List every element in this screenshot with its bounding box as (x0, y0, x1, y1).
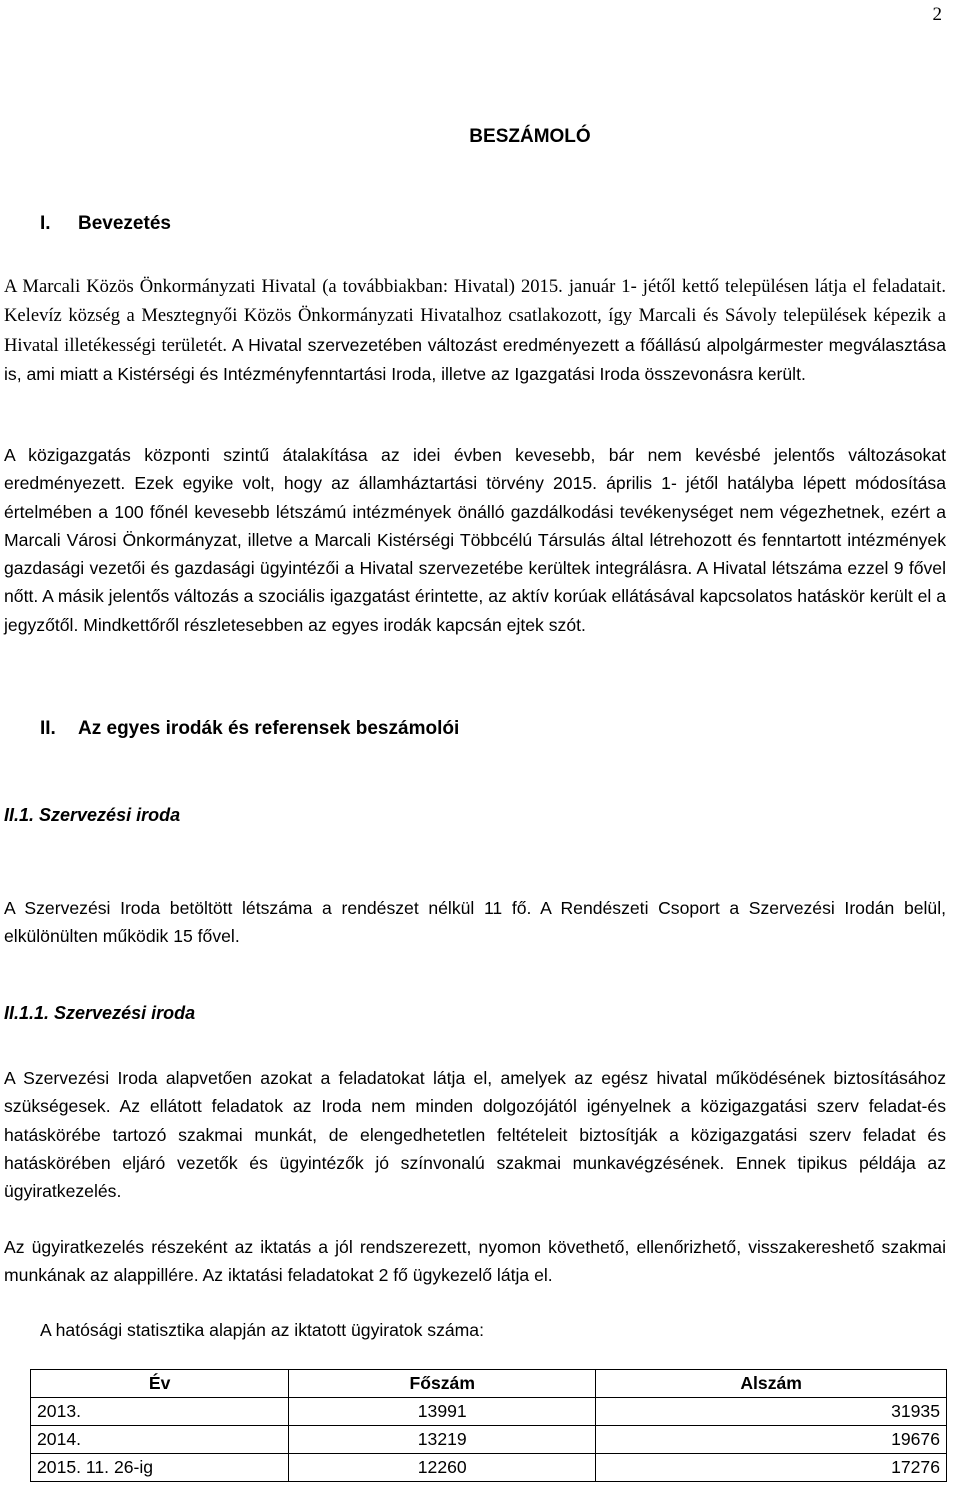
header-sub-number: Alszám (596, 1370, 947, 1398)
document-title: BESZÁMOLÓ (469, 126, 591, 147)
introduction-paragraph-1 (4, 272, 946, 388)
cell-main-number: 12260 (289, 1454, 596, 1482)
cell-sub-number: 19676 (596, 1426, 947, 1454)
header-main-number: Főszám (289, 1370, 596, 1398)
table-row (31, 1398, 947, 1426)
cell-year: 2014. (31, 1426, 289, 1454)
cell-main-number: 13991 (289, 1398, 596, 1426)
section-number: I. (40, 213, 51, 234)
subsubsection-heading-organization-office: II.1.1. Szervezési iroda (4, 1003, 196, 1023)
filing-paragraph: Az ügyiratkezelés részeként az iktatás a jól rendszerezett, nyomon követhető, ellenőrizhető, visszakereshető szakmai munkának az alappillére. Az iktatási feladatokat 2 fő ügykezelő látja el. (4, 1237, 946, 1286)
intro-sans-text: A Hivatal szervezetében változást eredményezett a főállású alpolgármester megválasztása is, ami miatt a Kistérségi és Intézményfenntartási Iroda, illetve az Igazgatási Iroda összevonásra került. (4, 334, 946, 384)
cell-year: 2015. 11. 26-ig (31, 1454, 289, 1482)
section-title: Az egyes irodák és referensek beszámolói (78, 718, 460, 739)
subsection-heading-organization-office: II.1. Szervezési iroda (4, 805, 181, 825)
section-heading-introduction (40, 213, 171, 235)
page-number: 2 (932, 4, 942, 25)
table-header-row (31, 1370, 947, 1398)
cell-sub-number: 31935 (596, 1398, 947, 1426)
header-year: Év (31, 1370, 289, 1398)
cell-year: 2013. (31, 1398, 289, 1426)
intro-serif-text: A Marcali Közös Önkormányzati Hivatal (a továbbiakban: Hivatal) 2015. január 1- jétől kettő településen látja el feladatait. Kelevíz község a Mesztegnyői Közös Önkormányzati Hivatalhoz csatlakozott, így Marcali és Sávoly települések képezik a Hivatal illetékességi területét. (4, 276, 946, 356)
section-number: II. (40, 718, 56, 739)
cell-main-number: 13219 (289, 1426, 596, 1454)
organization-office-paragraph: A Szervezési Iroda betöltött létszáma a rendészet nélkül 11 fő. A Rendészeti Csoport a Szervezési Irodán belül, elkülönülten működik 15 fővel. (4, 898, 946, 947)
cell-sub-number: 17276 (596, 1454, 947, 1482)
table-row (31, 1454, 947, 1482)
table-row (31, 1426, 947, 1454)
section-heading-reports (40, 718, 459, 740)
introduction-paragraph-2: A közigazgatás központi szintű átalakítása az idei évben kevesebb, bár nem kevésbé jelentős változásokat eredményezett. Ezek egyike volt, hogy az államháztartási törvény 2015. április 1- jétől hatályba lépett módosítása értelmében a 100 főnél kevesebb létszámú intézmények önálló gazdálkodási tevékenységet nem végezhetnek, ezért a Marcali Városi Önkormányzat, illetve a Marcali Kistérségi Többcélú Társulás által létrehozott és fenntartott intézmények gazdasági vezetői és gazdasági ügyintézői a Hivatal szervezetébe kerültek integrálásra. A Hivatal létszáma ezzel 9 fővel nőtt. A másik jelentős változás a szociális igazgatást érintette, az aktív korúak ellátásával kapcsolatos hatáskör került el a jegyzőtől. Mindkettőről részletesebben az egyes irodák kapcsán ejtek szót. (4, 445, 946, 635)
filing-statistics-table (30, 1369, 947, 1482)
organization-duties-paragraph: A Szervezési Iroda alapvetően azokat a feladatokat látja el, amelyek az egész hivatal működésének biztosításához szükségesek. Az ellátott feladatok az Iroda nem minden dolgozójától igényelnek a közigazgatási szerv feladat-és hatáskörébe tartozó szakmai munkát, de elengedhetetlen feltételeit biztosítják a közigazgatási szerv feladat és hatáskörében eljáró vezetők és ügyintézők jó színvonalú szakmai munkavégzésének. Ennek tipikus példája az ügyiratkezelés. (4, 1068, 946, 1202)
table-intro-text: A hatósági statisztika alapján az iktatott ügyiratok száma: (40, 1320, 484, 1340)
section-title: Bevezetés (78, 213, 171, 234)
